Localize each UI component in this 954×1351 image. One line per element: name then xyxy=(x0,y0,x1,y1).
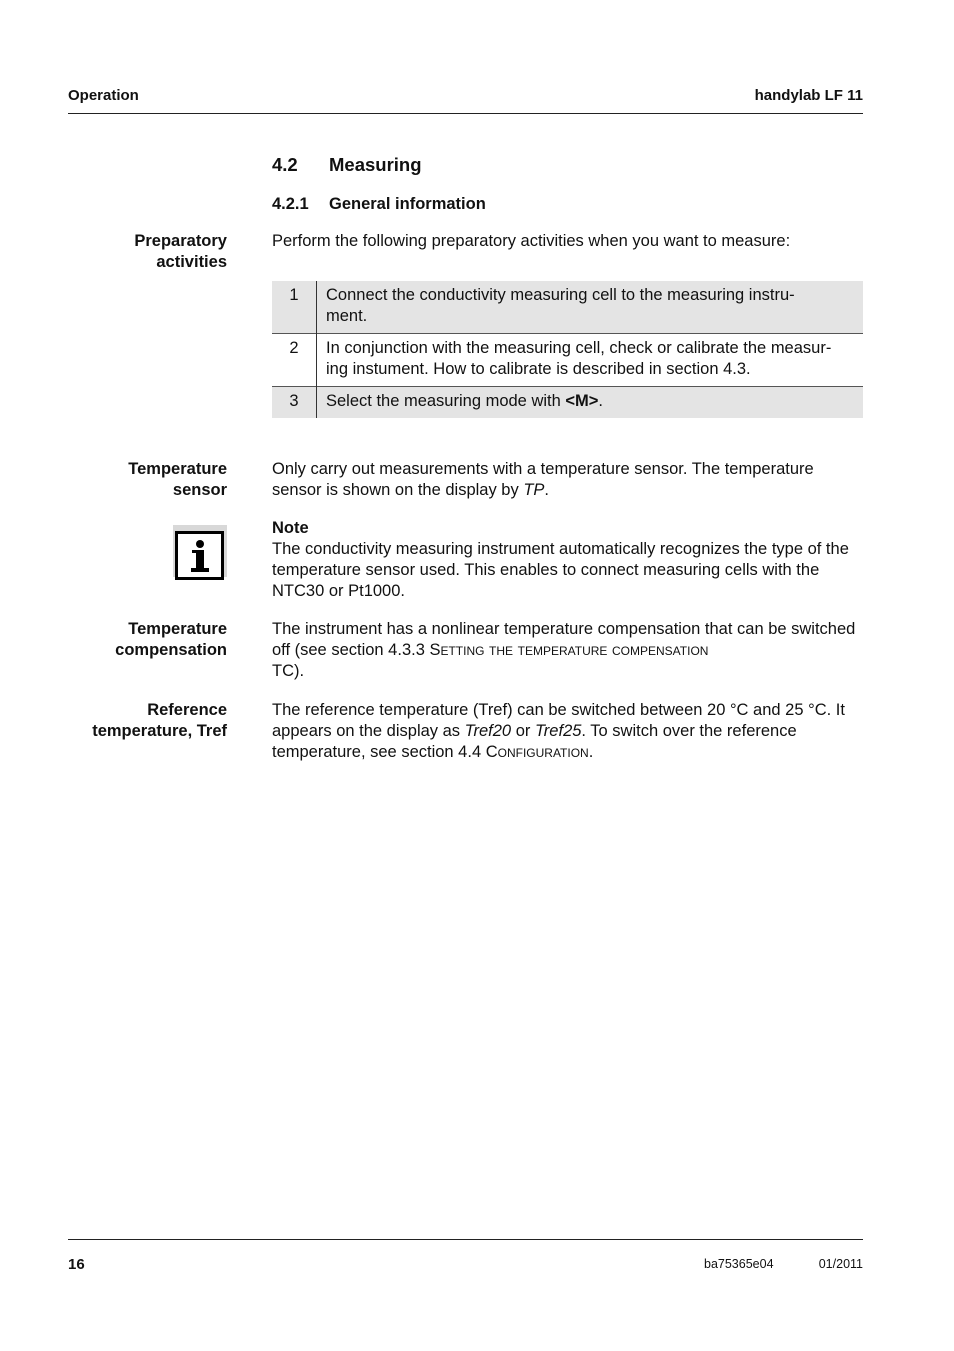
footer-rule xyxy=(68,1239,863,1240)
subsection-title: General information xyxy=(329,195,486,213)
display-code: Tref20 xyxy=(464,722,512,740)
step-number: 3 xyxy=(272,387,317,419)
preparatory-intro: Perform the following preparatory activities when you want to measure: xyxy=(272,232,791,250)
document-id: ba75365e04 xyxy=(704,1257,774,1271)
key-label: <M> xyxy=(565,392,599,410)
table-row xyxy=(272,387,863,419)
display-code: Tref25 xyxy=(534,722,582,740)
step-text: In conjunction with the measuring cell, check or calibrate the measur- ing instument. How to calibrate is described in section 4.3. xyxy=(317,334,864,387)
sidebar-label-temperature-sensor: Temperature sensor xyxy=(128,460,227,499)
note-text: The conductivity measuring instrument automatically recognizes the type of the temperature sensor used. This enables to connect measuring cells with the NTC30 or Pt1000. xyxy=(272,540,849,600)
step-number: 2 xyxy=(272,334,317,387)
subsection-number: 4.2.1 xyxy=(272,195,309,213)
section-reference: Configuration xyxy=(485,743,589,761)
step-text: Connect the conductivity measuring cell to the measuring instru- ment. xyxy=(317,281,864,334)
running-header-chapter: Operation xyxy=(68,87,139,104)
sidebar-label-preparatory: Preparatory activities xyxy=(134,232,227,271)
note-title: Note xyxy=(272,519,309,537)
page-number: 16 xyxy=(68,1256,85,1273)
temperature-sensor-text: Only carry out measurements with a temperature sensor. The temperature sensor is shown on the display by TP. xyxy=(272,460,814,499)
header-rule xyxy=(68,113,863,114)
section-reference: Setting the temperature compensation xyxy=(429,641,709,659)
info-icon xyxy=(173,525,227,577)
note-block xyxy=(272,518,864,602)
sidebar-label-temperature-compensation: Temperature compensation xyxy=(115,620,227,659)
table-row xyxy=(272,281,863,334)
section-number: 4.2 xyxy=(272,154,298,175)
step-number: 1 xyxy=(272,281,317,334)
display-code: TP xyxy=(523,481,545,499)
step-text: Select the measuring mode with <M>. xyxy=(317,387,864,419)
reference-temperature-text: The reference temperature (Tref) can be switched between 20 °C and 25 °C. It appears on the display as Tref20 or Tref25. To switch over the reference temperature, see section 4.4 Configuration. xyxy=(272,701,845,761)
table-row xyxy=(272,334,863,387)
running-header-product: handylab LF 11 xyxy=(754,87,863,104)
steps-table xyxy=(272,281,863,418)
section-title: Measuring xyxy=(329,154,422,175)
document-date: 01/2011 xyxy=(818,1257,863,1271)
sidebar-label-reference-temperature: Reference temperature, Tref xyxy=(92,701,227,740)
info-glyph xyxy=(178,534,221,577)
temperature-compensation-text: The instrument has a nonlinear temperature compensation that can be switched off (see section 4.3.3 Setting the temperature compensation TC). xyxy=(272,620,856,680)
